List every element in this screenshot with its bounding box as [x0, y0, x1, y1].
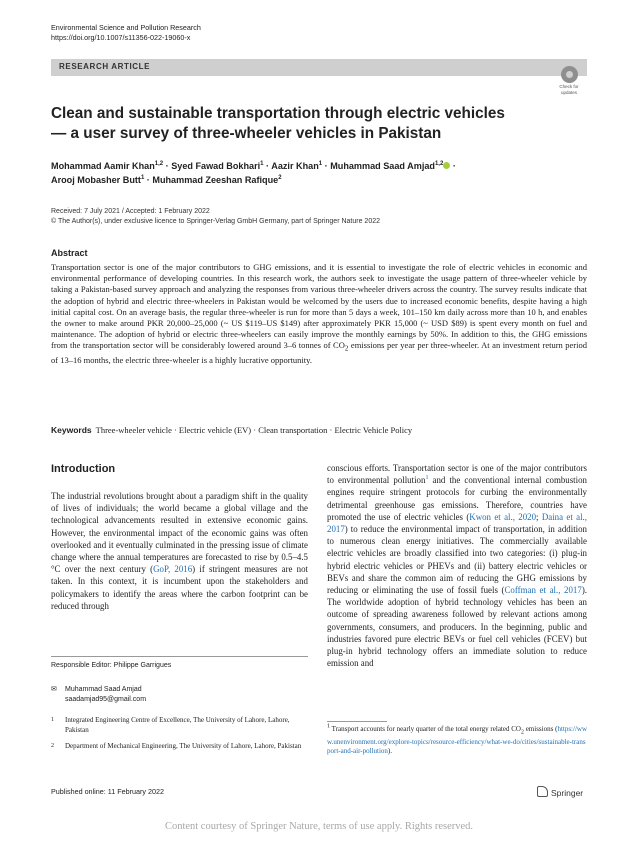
- responsible-editor: Responsible Editor: Philippe Garrigues: [51, 662, 172, 669]
- keywords-text: Three-wheeler vehicle · Electric vehicle (EV) · Clean transportation · Electric Vehicle Policy: [95, 425, 413, 435]
- affiliation-text: Integrated Engineering Centre of Excellence, The University of Lahore, Lahore, Pakistan: [65, 716, 290, 734]
- courtesy-watermark: Content courtesy of Springer Nature, terms of use apply. Rights reserved.: [164, 821, 474, 832]
- intro-paragraph: ) if stringent measures are not taken. In this context, it is incumbent upon the stakeholders and policymakers to identify the areas where the carbon footprint can be reduced through: [51, 564, 308, 611]
- footnote-text: ).: [387, 747, 392, 756]
- footnote-ref[interactable]: 1: [425, 475, 429, 482]
- footnote-text: emissions (: [523, 725, 558, 733]
- citation-link[interactable]: Kwon et al., 2020: [469, 511, 537, 522]
- crossmark-label-2: updates: [560, 90, 577, 95]
- citation-separator: ;: [536, 511, 542, 522]
- springer-horse-icon: [537, 786, 548, 797]
- footnote-text: Transport accounts for nearly quarter of the total energy related CO: [331, 725, 521, 733]
- footnote-mark: 1: [327, 723, 330, 730]
- author-affil: 1: [260, 160, 264, 167]
- author-name[interactable]: Muhammad Saad Amjad: [330, 161, 435, 171]
- co2-subscript: 2: [344, 345, 349, 354]
- article-dates: [51, 207, 380, 227]
- abstract-body: Transportation sector is one of the major contributors to GHG emissions, and it is essential to investigate the role of electric vehicles in economic and environmental performance of developing countries. In this research work, the authors seek to investigate the usage pattern of three-wheeler vehicle by taking a Pakistan-based survey approach and analyzing the responses from various three-wheeler drivers across the country. The survey results indicate that the adoption of hybrid and electric three-wheelers in Pakistan would be welcomed by the users due to increased economic benefits, despite having a high initial capital cost. On an average basis, the regular three-wheeler is run for more than 5 days a week, 101–150 km daily across more than 10 h, and enables the owner to make around PKR 20,000–25,000 (~ US $119–US $149) after approximately PKR 15,000 (~ USD $89) is spent every month on fuel and maintenance. The adoption of hybrid or electric three-wheelers can easily improve the monthly earnings by 50%. In addition to this, the GHG emissions from the transportation sector will be considerably lowered around 3–6 tonnes of CO: [51, 262, 587, 351]
- publisher-logo: [537, 786, 583, 798]
- section-heading-introduction: Introduction: [51, 463, 116, 475]
- author-name[interactable]: Mohammad Aamir Khan: [51, 161, 155, 171]
- author-affil: 2: [278, 174, 282, 181]
- author-affil: 1,2: [154, 160, 164, 167]
- intro-paragraph: conscious efforts. Transportation sector is one of the major contributors to environmental pollution: [327, 463, 587, 486]
- author-line-2: [51, 173, 551, 187]
- affiliation-2: [51, 742, 308, 752]
- keywords-label: Keywords: [51, 425, 92, 435]
- abstract-text: [51, 262, 587, 367]
- footnote: [327, 725, 587, 757]
- article-type-banner: [51, 59, 587, 76]
- author-list: [51, 159, 551, 187]
- received-accepted: Received: 7 July 2021 / Accepted: 1 February 2022: [51, 208, 210, 215]
- citation-link[interactable]: Daina et al., 2017: [327, 511, 587, 535]
- abstract-heading: Abstract: [51, 248, 88, 258]
- author-line-1: [51, 159, 551, 173]
- journal-name: Environmental Science and Pollution Research: [51, 23, 201, 32]
- author-separator: ·: [322, 161, 331, 171]
- keywords: [51, 425, 587, 435]
- author-affil: 1: [318, 160, 323, 167]
- affiliation-text: Department of Mechanical Engineering, The University of Lahore, Lahore, Pakistan: [65, 742, 302, 750]
- footnote-url[interactable]: https://www.unenvironment.org/explore-topics/resource-efficiency/what-we-do/cities/sustainable-transport-and-air-pollution: [327, 725, 587, 756]
- abstract-end: emissions per year per three-wheeler. At an investment return period of 13–16 months, the electric three-wheeler is a highly lucrative opportunity.: [51, 340, 587, 366]
- author-separator: ·: [450, 161, 456, 171]
- journal-header: [51, 23, 201, 43]
- intro-paragraph: ). The worldwide adoption of hybrid technology vehicles has been an outcome of spreading awareness followed by relevant actions among governments, consumers, and producers. In the beginning, public and industries favored pure electric BEVs or fuel cell vehicles (FCEV) but plug-in hybrid technology offers an immediate solution to reduce emission and: [327, 585, 587, 669]
- author-separator: ·: [163, 161, 172, 171]
- publisher-name: Springer: [551, 788, 584, 798]
- co2-subscript: 2: [520, 729, 524, 736]
- corresponding-author: Muhammad Saad Amjad: [65, 686, 142, 693]
- correspondence: [51, 685, 308, 704]
- affiliation-1: [51, 716, 308, 735]
- corresponding-email[interactable]: saadamjad95@gmail.com: [65, 695, 147, 703]
- divider: [51, 656, 308, 657]
- intro-paragraph: and the conventional internal combustion engines require stringent protocols for curbing the environmentally detrimental greenhouse gas emissions. Therefore, countries have promoted the use of electric vehicles (: [327, 475, 587, 522]
- crossmark-label-1: Check for: [559, 84, 579, 89]
- article-title: [51, 104, 521, 144]
- author-affil: 1,2: [434, 160, 444, 167]
- doi-link[interactable]: https://doi.org/10.1007/s11356-022-19060-x: [51, 33, 191, 42]
- envelope-icon: ✉: [51, 686, 57, 693]
- author-name[interactable]: Arooj Mobasher Butt: [51, 175, 141, 185]
- citation-link[interactable]: Coffman et al., 2017: [504, 585, 582, 596]
- author-name[interactable]: Aazir Khan: [271, 161, 319, 171]
- author-separator: ·: [144, 175, 153, 185]
- author-name[interactable]: Syed Fawad Bokhari: [171, 161, 261, 171]
- footnote-divider: [327, 721, 387, 722]
- copyright-line: © The Author(s), under exclusive licence to Springer-Verlag GmbH Germany, part of Springer Nature 2022: [51, 218, 380, 225]
- intro-paragraph: ) to reduce the environmental impact of transportation, in addition to numerous clean energy initiatives. The commercially available electric vehicles are broadly classified into two categories: (i) plug-in hybrid electric vehicles or PHEVs and (ii) battery electric vehicles or BEVs and share the common aim of reducing the GHG emissions by reducing or eliminating the use of fossil fuels (: [327, 524, 587, 596]
- check-for-updates-badge[interactable]: [556, 66, 582, 94]
- title-line-1: Clean and sustainable transportation through electric vehicles: [51, 105, 505, 122]
- author-affil: 1: [140, 174, 145, 181]
- intro-paragraph: The industrial revolutions brought about a paradigm shift in the quality of lives of individuals; the world became a global village and the technological advancements resulted in extensive economic gains. However, the environmental impact of the economic gains was often overlooked and it eventually culminated in the pressing issue of climate change where the annual temperatures are forecasted to rise by 0.5–4.5 °C over the next century (: [51, 491, 308, 575]
- affiliation-mark: 2: [51, 743, 54, 749]
- title-line-2: — a user survey of three-wheeler vehicles in Pakistan: [51, 125, 442, 142]
- crossmark-icon: [561, 66, 578, 83]
- intro-right-column: [327, 462, 587, 669]
- article-type-label: RESEARCH ARTICLE: [59, 62, 151, 71]
- author-separator: ·: [263, 161, 272, 171]
- affiliation-mark: 1: [51, 717, 54, 723]
- author-name[interactable]: Muhammad Zeeshan Rafique: [152, 175, 279, 185]
- intro-left-column: [51, 490, 308, 612]
- citation-link[interactable]: GoP, 2016: [153, 564, 193, 575]
- published-date: Published online: 11 February 2022: [51, 787, 164, 796]
